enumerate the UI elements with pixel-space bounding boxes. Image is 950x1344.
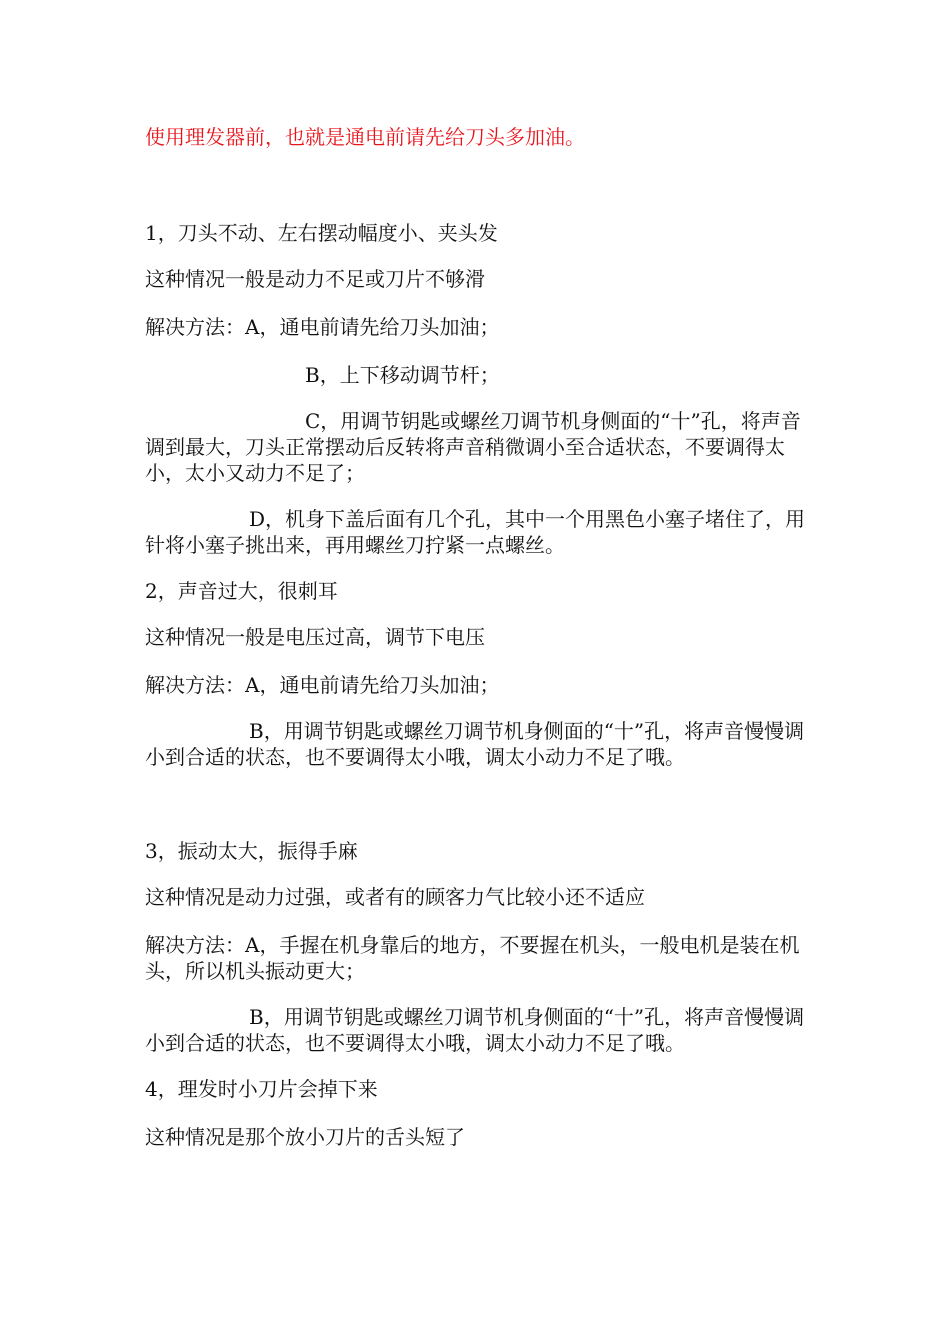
section-4-heading: 4，理发时小刀片会掉下来 [145, 1077, 378, 1101]
section-4-cause: 这种情况是那个放小刀片的舌头短了 [145, 1125, 465, 1149]
section-2-solution-b: B，用调节钥匙或螺丝刀调节机身侧面的“十”孔，将声音慢慢调小到合适的状态，也不要调得太小哦，调太小动力不足了哦。 [145, 719, 805, 769]
section-1-solution-b: B，上下移动调节杆； [305, 363, 500, 387]
section-3-solution-a: 解决方法：A，手握在机身靠后的地方，不要握在机头，一般电机是装在机头，所以机头振动更大； [145, 933, 800, 983]
section-1-cause: 这种情况一般是动力不足或刀片不够滑 [145, 267, 485, 291]
section-2-solution-a: 解决方法：A，通电前请先给刀头加油； [145, 673, 500, 697]
section-2-cause: 这种情况一般是电压过高，调节下电压 [145, 625, 485, 649]
section-1-solution-a: 解决方法：A，通电前请先给刀头加油； [145, 315, 500, 339]
section-3-heading: 3，振动太大，振得手麻 [145, 839, 358, 863]
warning-note: 使用理发器前，也就是通电前请先给刀头多加油。 [145, 125, 585, 149]
section-1-solution-d: D，机身下盖后面有几个孔，其中一个用黑色小塞子堵住了，用针将小塞子挑出来，再用螺丝刀拧紧一点螺丝。 [145, 507, 806, 557]
section-1-heading: 1，刀头不动、左右摆动幅度小、夹头发 [145, 221, 498, 245]
section-3-cause: 这种情况是动力过强，或者有的顾客力气比较小还不适应 [145, 885, 645, 909]
section-3-solution-b: B，用调节钥匙或螺丝刀调节机身侧面的“十”孔，将声音慢慢调小到合适的状态，也不要调得太小哦，调太小动力不足了哦。 [145, 1005, 805, 1055]
section-2-heading: 2，声音过大，很刺耳 [145, 579, 338, 603]
section-1-solution-c: C，用调节钥匙或螺丝刀调节机身侧面的“十”孔，将声音调到最大，刀头正常摆动后反转将声音稍微调小至合适状态，不要调得太小，太小又动力不足了； [145, 409, 801, 485]
